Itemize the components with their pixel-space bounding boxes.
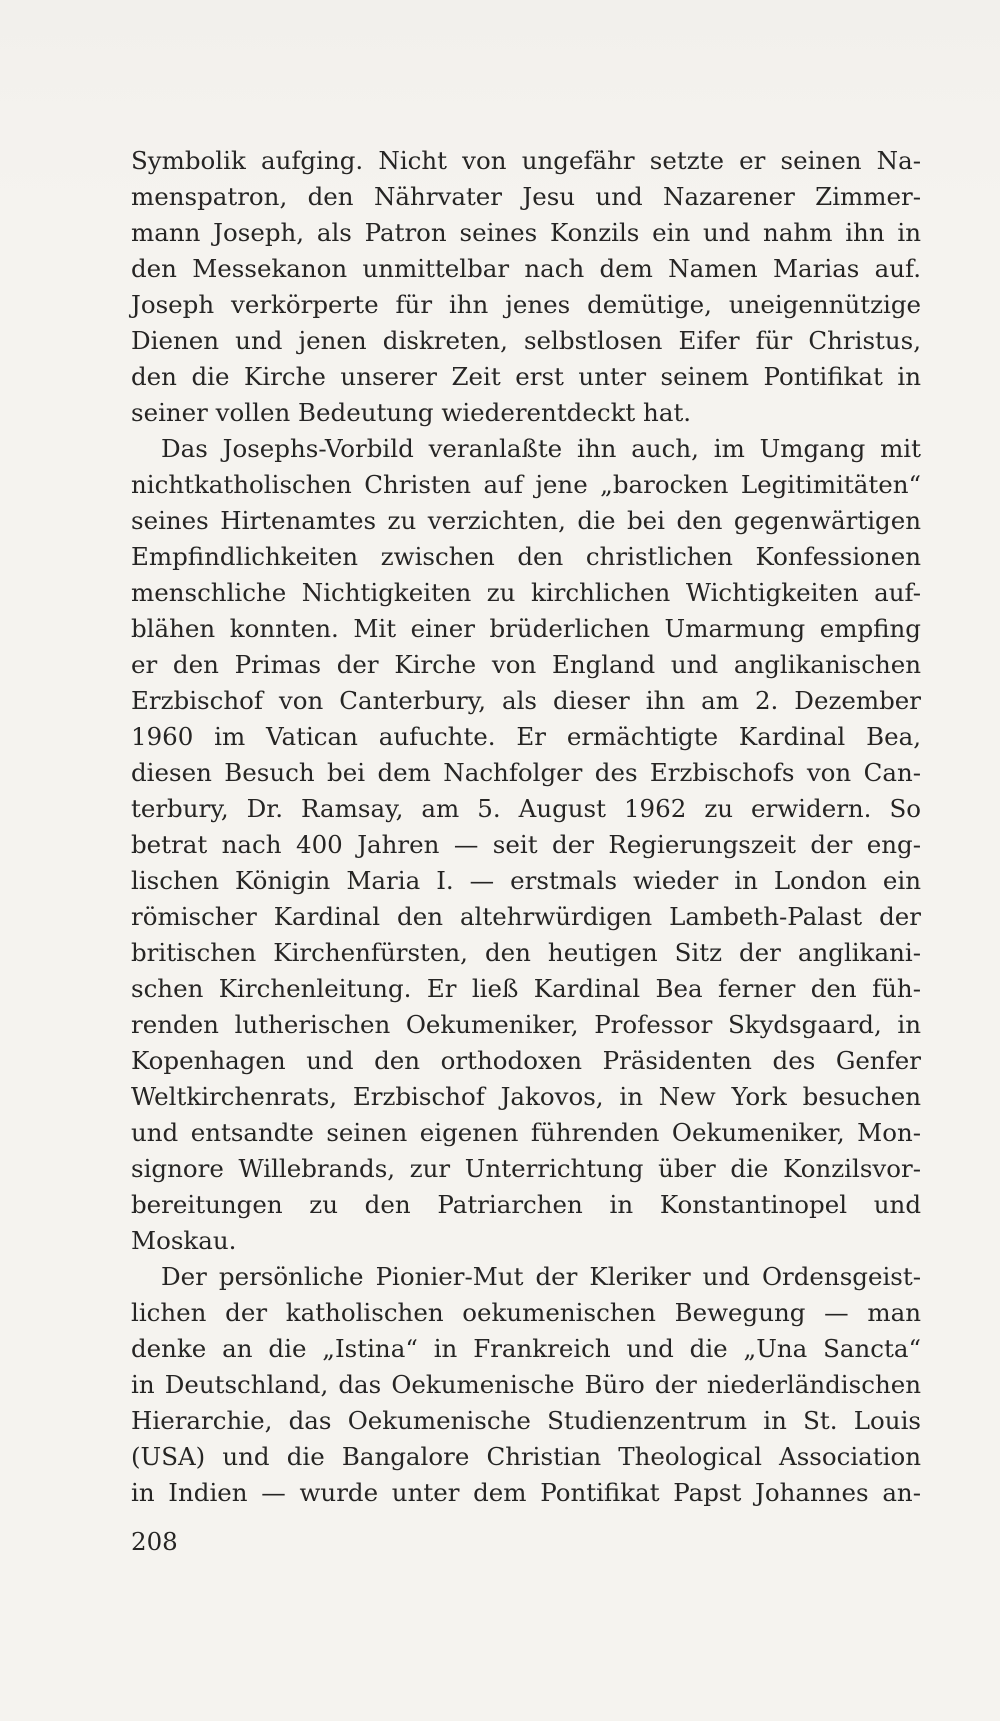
text-line: seiner vollen Bedeutung wiederentdeckt hat. <box>131 398 692 427</box>
text-line: lichen der katholischen oekumenischen Bewegung — man <box>131 1298 921 1327</box>
text-line: Hierarchie, das Oekumenische Studienzentrum in St. Louis <box>131 1406 921 1435</box>
text-line: britischen Kirchenfürsten, den heutigen Sitz der anglikani- <box>131 938 921 967</box>
text-line: nichtkatholischen Christen auf jene „barocken Legitimitäten“ <box>131 470 921 499</box>
text-line: Kopenhagen und den orthodoxen Präsidenten des Genfer <box>131 1046 921 1075</box>
text-line: mann Joseph, als Patron seines Konzils ein und nahm ihn in <box>131 218 921 247</box>
text-line: blähen konnten. Mit einer brüderlichen Umarmung empfing <box>131 614 921 643</box>
text-line: den die Kirche unserer Zeit erst unter seinem Pontifikat in <box>131 362 921 391</box>
text-line: menschliche Nichtigkeiten zu kirchlichen Wichtigkeiten auf- <box>131 578 921 607</box>
text-line: Joseph verkörperte für ihn jenes demütige, uneigennützige <box>131 290 921 319</box>
text-line: in Deutschland, das Oekumenische Büro der niederländischen <box>131 1370 921 1399</box>
text-line: Moskau. <box>131 1226 237 1255</box>
text-line: diesen Besuch bei dem Nachfolger des Erzbischofs von Can- <box>131 758 921 787</box>
text-line: seines Hirtenamtes zu verzichten, die bei den gegenwärtigen <box>131 506 921 535</box>
text-line: betrat nach 400 Jahren — seit der Regierungszeit der eng- <box>131 830 921 859</box>
text-line: schen Kirchenleitung. Er ließ Kardinal Bea ferner den füh- <box>131 974 921 1003</box>
text-line: Dienen und jenen diskreten, selbstlosen Eifer für Christus, <box>131 326 921 355</box>
text-line: 1960 im Vatican aufuchte. Er ermächtigte Kardinal Bea, <box>131 722 921 751</box>
text-line: Empfindlichkeiten zwischen den christlichen Konfessionen <box>131 542 921 571</box>
text-line: er den Primas der Kirche von England und anglikanischen <box>131 650 921 679</box>
text-line: und entsandte seinen eigenen führenden Oekumeniker, Mon- <box>131 1118 921 1147</box>
text-line: Das Josephs-Vorbild veranlaßte ihn auch, im Umgang mit <box>161 434 921 463</box>
text-line: bereitungen zu den Patriarchen in Konstantinopel und <box>131 1190 921 1219</box>
text-line: (USA) und die Bangalore Christian Theological Association <box>131 1442 921 1471</box>
text-line: menspatron, den Nährvater Jesu und Nazarener Zimmer- <box>131 182 921 211</box>
text-line: denke an die „Istina“ in Frankreich und die „Una Sancta“ <box>131 1334 921 1363</box>
text-line: Erzbischof von Canterbury, als dieser ihn am 2. Dezember <box>131 686 921 715</box>
page-number: 208 <box>131 1527 178 1556</box>
text-line: römischer Kardinal den altehrwürdigen Lambeth-Palast der <box>131 902 921 931</box>
text-line: terbury, Dr. Ramsay, am 5. August 1962 zu erwidern. So <box>131 794 921 823</box>
text-line: renden lutherischen Oekumeniker, Professor Skydsgaard, in <box>131 1010 921 1039</box>
text-line: lischen Königin Maria I. — erstmals wieder in London ein <box>131 866 921 895</box>
text-line: Der persönliche Pionier-Mut der Kleriker und Ordensgeist- <box>161 1262 921 1291</box>
text-line: in Indien — wurde unter dem Pontifikat Papst Johannes an- <box>131 1478 921 1507</box>
body-text <box>131 143 921 1511</box>
text-line: Weltkirchenrats, Erzbischof Jakovos, in New York besuchen <box>131 1082 921 1111</box>
text-line: Symbolik aufging. Nicht von ungefähr setzte er seinen Na- <box>131 146 921 175</box>
text-line: den Messekanon unmittelbar nach dem Namen Marias auf. <box>131 254 921 283</box>
text-line: signore Willebrands, zur Unterrichtung über die Konzilsvor- <box>131 1154 921 1183</box>
